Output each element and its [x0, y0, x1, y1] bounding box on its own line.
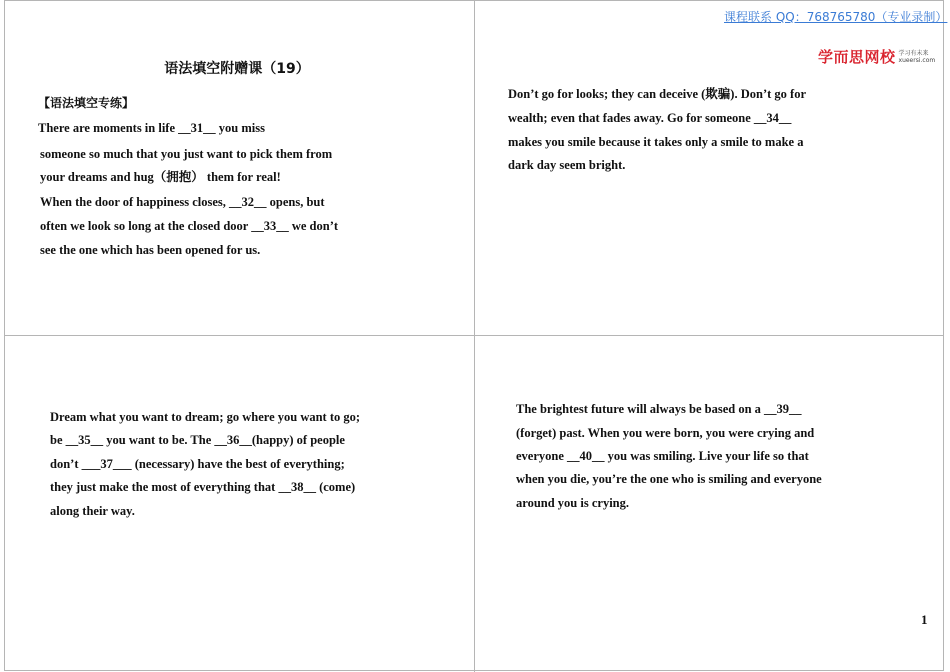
horizontal-divider	[4, 335, 944, 336]
logo-domain: xueersi.com	[898, 56, 936, 64]
qq-contact-link[interactable]: 课程联系 QQ：768765780（专业录制）	[724, 10, 948, 24]
page-number: 1	[921, 612, 928, 627]
text-line: be __35__ you want to be. The __36__(happy) of people	[50, 433, 345, 447]
vertical-divider	[474, 0, 475, 672]
text-line: often we look so long at the closed door __33__ we don’t	[40, 219, 339, 233]
text-line: The brightest future will always be based on a __39__	[516, 402, 802, 416]
text-line: Don’t go for looks; they can deceive (欺骗). Don’t go for	[508, 87, 806, 101]
text-line: (forget) past. When you were born, you were crying and	[516, 426, 815, 440]
text-line: around you is crying.	[516, 496, 629, 510]
logo-tagline: 学习有未来	[898, 49, 929, 57]
school-logo	[818, 46, 935, 67]
text-line: Dream what you want to dream; go where you want to go;	[50, 410, 361, 424]
text-line: everyone __40__ you was smiling. Live your life so that	[516, 449, 809, 463]
logo-text: 学而思网校	[818, 48, 896, 66]
text-line: along their way.	[50, 504, 135, 518]
text-line: your dreams and hug（拥抱） them for real!	[40, 170, 281, 184]
text-line: When the door of happiness closes, __32__ opens, but	[40, 195, 325, 209]
text-line: when you die, you’re the one who is smiling and everyone	[516, 472, 822, 486]
logo-subtitle	[899, 50, 936, 64]
text-line: There are moments in life __31__ you miss	[38, 121, 265, 135]
text-line: don’t ___37___ (necessary) have the best of everything;	[50, 457, 345, 471]
text-line: wealth; even that fades away. Go for someone __34__	[508, 111, 792, 125]
text-line: dark day seem bright.	[508, 158, 626, 172]
text-line: see the one which has been opened for us.	[40, 243, 261, 257]
text-line: someone so much that you just want to pick them from	[40, 147, 333, 161]
section-label: 【语法填空专练】	[38, 96, 135, 110]
text-line: they just make the most of everything that __38__ (come)	[50, 480, 356, 494]
text-line: makes you smile because it takes only a smile to make a	[508, 135, 804, 149]
page-title: 语法填空附赠课（19）	[164, 61, 310, 77]
